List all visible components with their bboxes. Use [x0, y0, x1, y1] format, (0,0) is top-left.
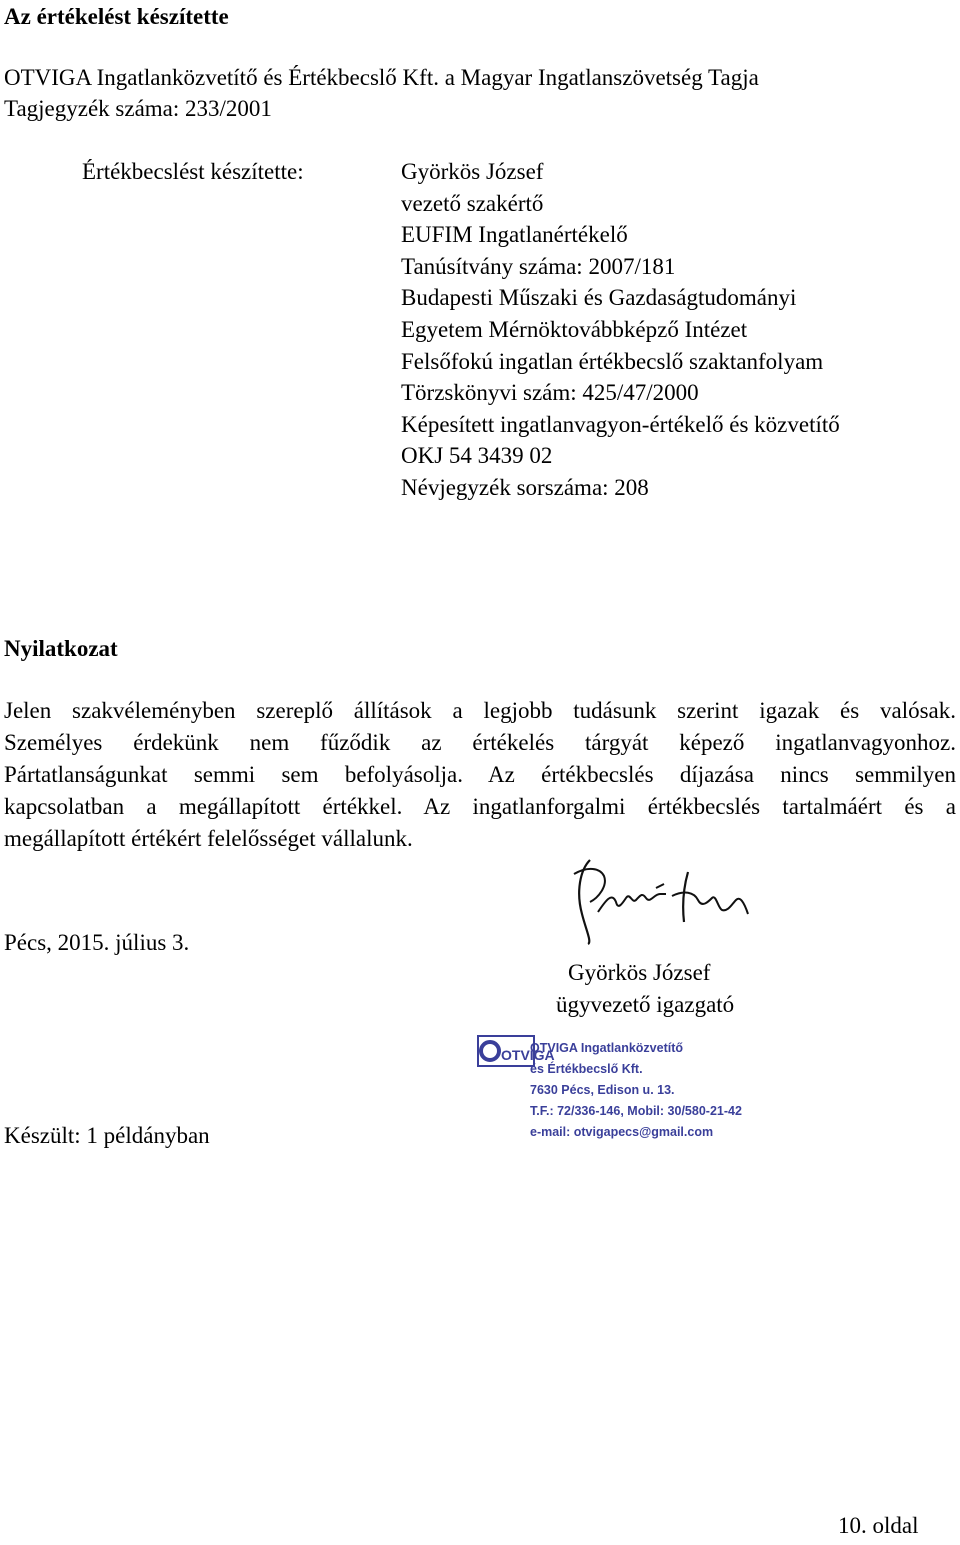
declaration-paragraph [4, 695, 956, 855]
qualification-line: Tanúsítvány száma: 2007/181 [401, 253, 676, 279]
stamp-line: 7630 Pécs, Edison u. 13. [530, 1083, 675, 1097]
stamp-line: és Értékbecslő Kft. [530, 1062, 643, 1076]
stamp-line: T.F.: 72/336-146, Mobil: 30/580-21-42 [530, 1104, 742, 1118]
qualification-line: Törzskönyvi szám: 425/47/2000 [401, 380, 699, 406]
declaration-line: Személyes érdekünk nem fűződik az értékelés tárgyát képező ingatlanvagyonhoz. [4, 730, 956, 755]
qualification-line: Képesített ingatlanvagyon-értékelő és közvetítő [401, 411, 840, 437]
qualifications-list [401, 156, 840, 504]
stamp-line: OTVIGA Ingatlanközvetítő [530, 1041, 684, 1055]
place-date: Pécs, 2015. július 3. [4, 930, 190, 955]
registry-line: Tagjegyzék száma: 233/2001 [4, 96, 272, 121]
stamp-logo-text: OTVIGA [501, 1047, 555, 1063]
stamp-text [530, 1038, 742, 1143]
section-title: Az értékelést készítette [4, 4, 229, 29]
declaration-line: kapcsolatban a megállapított értékkel. Az ingatlanforgalmi értékbecslés tartalmáért és a [4, 794, 956, 819]
company-line: OTVIGA Ingatlanközvetítő és Értékbecslő Kft. a Magyar Ingatlanszövetség Tagja [4, 65, 759, 90]
otviga-logo-icon [476, 1032, 555, 1072]
qualification-line: OKJ 54 3439 02 [401, 443, 553, 469]
signer-title: ügyvezető igazgató [556, 992, 735, 1017]
declaration-line: Pártatlanságunkat semmi sem befolyásolja. Az értékbecslés díjazása nincs semmilyen [4, 762, 956, 787]
qualification-line: EUFIM Ingatlanértékelő [401, 222, 628, 248]
qualification-line: Budapesti Műszaki és Gazdaságtudományi [401, 285, 797, 311]
qualification-line: Felsőfokú ingatlan értékbecslő szaktanfolyam [401, 348, 824, 374]
prepared-by-label: Értékbecslést készítette: [82, 159, 304, 184]
handwritten-signature [568, 852, 758, 947]
declaration-title: Nyilatkozat [4, 636, 118, 661]
page-number: 10. oldal [838, 1513, 919, 1538]
qualification-line: Egyetem Mérnöktovábbképző Intézet [401, 316, 748, 342]
stamp-line: e-mail: otvigapecs@gmail.com [530, 1125, 714, 1139]
copies-note: Készült: 1 példányban [4, 1123, 210, 1148]
declaration-line: Jelen szakvéleményben szereplő állítások a legjobb tudásunk szerint igazak és valósak. [4, 698, 956, 723]
qualification-line: vezető szakértő [401, 190, 544, 216]
declaration-line: megállapított értékért felelősséget vállalunk. [4, 826, 413, 851]
company-stamp [474, 1030, 784, 1140]
signer-name: Györkös József [568, 960, 711, 985]
qualification-line: Névjegyzék sorszáma: 208 [401, 474, 649, 500]
qualification-line: Györkös József [401, 159, 544, 184]
